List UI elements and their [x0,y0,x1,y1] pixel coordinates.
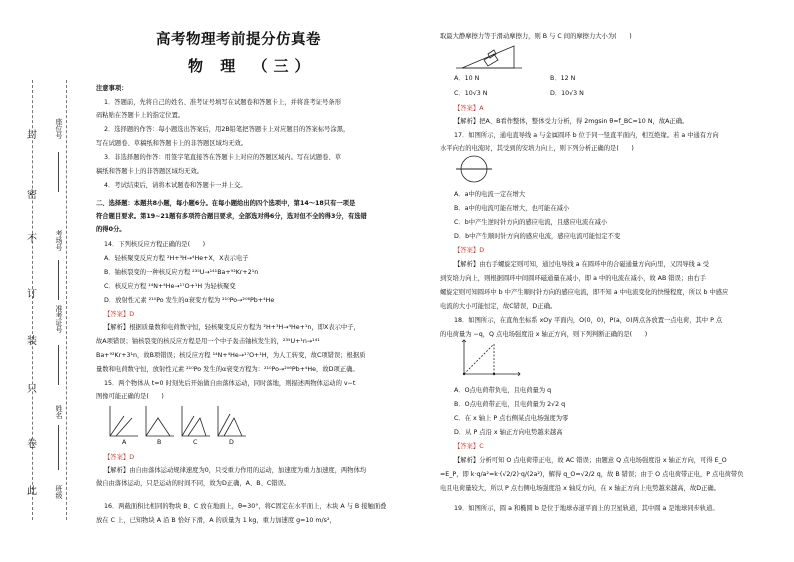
q18-explanation: 电且电荷量较大，所以 P 点右侧电场强度沿 x 轴反方向，在 x 轴正方向上电势越来越高，故D正确。 [440,485,720,492]
point-o [463,373,465,375]
question-19: 19．如图所示，圆 a 和椭圆 b 是位于地球赤道平面上的卫星轨道，其中圆 a 是地球同步轨道。 [454,505,719,512]
section-header: 二、选择题：本题共8小题，每小题6分。在每小题给出的四个选项中，第14～18只有一项是 [96,200,356,207]
class-field: 班级 [55,485,63,499]
question-17: 17．如图所示，通电直导线 a 与金属圆环 b 位于同一竖直平面内，相互绝缘。若 a 中通有方向 [454,132,719,139]
binding-char: 卷 [27,439,37,450]
q17-option-b: B．a中的电流可能在增大，也可能在减小 [454,205,570,212]
q15-explanation: 【解析】由自由落体运动规律速度为0，只受重力作用的运动，加速度为重力加速度，两物体均 [104,467,367,474]
q17-option-c: C．b中产生逆时针方向的感应电流，且感应电流在减小 [454,219,608,226]
q16-option-b: B．12 N [550,75,576,82]
binding-char: 只 [27,384,37,395]
q17-answer: 【答案】D [454,247,485,254]
q14-option-b: B．铀核裂变的一种核反应方程 ²³⁵U→¹⁴¹Ba+⁹²Kr+2¹n [104,269,259,276]
q14-option-a: A．轻核聚变反应方程 ²H+³H→⁴He+X，X表示电子 [104,255,249,262]
seat-number-field: 座位号 [55,118,63,139]
note-line: 1．答题前，先将自己的姓名、准考证号填写在试题卷和答题卡上，并将准考证号条形 [104,99,341,106]
q14-option-d: D．放射性元素 ²¹⁰Po 发生的α衰变方程为 ²¹⁰Po→²⁰⁶Pb+⁴He [104,297,275,304]
note-line: 写在试题卷、草稿纸和答题卡上的非答题区域均无效。 [96,140,248,147]
q14-explanation: 【解析】根据质量数和电荷数守恒，轻核聚变反应方程为 ²H+³H→⁴He+¹n，即X表示中子， [104,324,360,331]
q18-option-d: D．从 P 点沿 x 轴正方向电势越来越高 [454,429,563,436]
q17-explanation: 电流的大小可能恒定，故C错误，D正确。 [440,303,557,310]
note-line: 码粘贴在答题卡上的指定位置。 [96,112,185,119]
q17-explanation: 到安培力向上，则根据圆环中间圆环磁通量在减小，即 a 中的电流在减小，故 AB 错误；由右手 [440,275,707,282]
q16-answer: 【答案】A [454,105,484,112]
q15-answer: 【答案】D [104,454,135,461]
wedge-c [462,46,514,68]
guide-lines [464,344,494,374]
block-b [484,54,498,66]
note-line: 3．非选择题的作答：用签字笔直接答在答题卡上对应的答题区域内。写在试题卷、草 [104,154,341,161]
q18-explanation: 【解析】分析可知 O 点电荷带正电，故 AC 错误；由题意 Q 点电场强度沿 x 轴正方向，可得 E_O [454,457,727,464]
q18-explanation: =E_P，即 k·q/a²=k·(√2/2)·q/(2a²)，解得 q_O=√2/2 q，故 B 错误；由于 O 点电荷带正电，P 点电荷带负 [440,471,744,478]
note-line: 2．选择题的作答：每小题选出答案后，用2B铅笔把答题卡上对应题目的答案标号涂黑， [104,126,350,133]
binding-strip [18,80,88,520]
note-line: 4．考试结束后，请将本试题卷和答题卡一并上交。 [104,182,247,189]
q18-option-b: B．O点电荷带正电，且电荷量为 2√2 q [454,401,566,408]
q16-option-d: D．10√3 N [550,90,584,97]
field-underline [58,425,59,470]
question-16: 放在 C 上，已知物块 A 沿 B 恰好下滑，A 的质量为 1 kg，重力加速度 g=10 m/s²， [96,517,336,524]
q15-explanation: 做自由落体运动，只是运动的时间不同，故为D正确，A、B、C错误。 [96,480,291,487]
q16-continued: 取最大静摩擦力等于滑动摩擦力，则 B 与 C 间的摩擦力大小为( ) [440,33,632,40]
q17-explanation: 【解析】由右手螺旋定则可知，通过电导线 a 在圆环中的合磁通量方向向里，又因导线 a 受 [454,261,710,268]
q16-explanation: 【解析】把A、B看作整体，整体受力分析，得 2mgsin θ=f_BC=10 N，故A正确。 [454,118,689,125]
q16-incline-figure [454,42,524,70]
section-header: 的得0分。 [96,226,126,233]
page-subtitle: 物 理 （三） [188,57,316,75]
graph-c-axes [182,406,210,436]
graph-c-lines [182,416,206,436]
q16-option-c: C．10√3 N [454,90,488,97]
graph-b-lines [146,418,170,436]
note-line: 稿纸和答题卡上的非答题区域均无效。 [96,168,204,175]
q17-ring-wire-figure [454,153,494,185]
q14-explanation: Ba+⁹²Kr+3¹n，故B项错误；核反应方程 ¹⁴N+⁴He→¹⁷O+¹H，为人工转变，故C项错误；根据质 [96,352,366,359]
point-p [493,373,495,375]
q17-option-a: A．a中的电流一定在增大 [454,191,526,198]
graph-d-lines [218,414,242,436]
binding-char: 不 [27,234,37,245]
graph-label: B [157,439,162,446]
graph-a-lines [110,416,132,436]
page-title: 高考物理考前提分仿真卷 [156,32,321,48]
q14-option-c: C．核反应方程 ¹⁴N+⁴He→¹⁷O+¹H 为轻核聚变 [104,283,236,290]
binding-dashed-line-outer [32,80,33,520]
axes [464,340,520,374]
question-15: 图像可能正确的是( ) [96,393,164,400]
q17-explanation: 螺旋定则可知圆环中 b 中产生顺时针方向的感应电流，即不知 a 中电流变化的快慢程度，所以 b 中感应 [440,289,729,296]
q15-vt-graphs [106,404,246,446]
question-17: 水平向右的电流时，其受到的安培力向上，则下列分析正确的是( ) [440,145,634,152]
name-field: 姓名 [55,405,63,419]
graph-label: D [229,439,234,446]
field-underline [58,260,59,300]
graph-a-axes [110,406,138,436]
q14-explanation: 量数和电荷数守恒，放射性元素 ²¹⁰Po 发生的α衰变方程为：²¹⁰Po→²⁰⁶Pb+⁴He，故D项正确。 [96,366,359,373]
binding-char: 订 [27,289,37,300]
binding-char: 封 [27,130,37,141]
field-underline [58,152,59,192]
question-15: 15．两个物体从 t=0 时刻先后开始做自由落体运动，同时落地，则描述两物体运动的 v−t [104,380,356,387]
binding-char: 此 [27,486,37,497]
notes-title: 注意事项： [96,85,128,92]
question-18: 18．如图所示，在直角坐标系 xOy 平面内，O(0，0)，P(a，0)两点各放置一点电荷，其中 P 点 [454,317,723,324]
q18-coordinate-figure [454,338,524,378]
question-18: 的电荷量为 −q，Q 点电场强度沿 x 轴正方向，则下列判断正确的是( ) [440,331,648,338]
graph-label: C [193,439,198,446]
binding-char: 密 [27,190,37,201]
q17-option-d: D．b中产生顺时针方向的感应电流，感应电流可能恒定不变 [454,233,621,240]
field-underline [58,345,59,385]
binding-dashed-line-inner [66,80,67,520]
q18-answer: 【答案】C [454,443,484,450]
section-header: 符合题目要求。第19~21题有多项符合题目要求，全部选对得6分，选对但不全的得3分，有选错 [96,213,367,220]
graph-label: A [122,439,127,446]
question-14: 14．下列核反应方程正确的是( ) [104,241,206,248]
binding-char: 装 [27,336,37,347]
q14-answer: 【答案】D [104,311,135,318]
axis-arrows [462,340,520,376]
admission-number-field: 准考证号 [55,305,63,333]
q14-explanation: 故A项错误；铀核裂变的核反应方程是用一个中子轰击铀核发生的，²³⁵U+¹n→¹⁴¹ [96,338,320,345]
q18-option-a: A．O点电荷带负电，且电荷量为 q [454,387,552,394]
q16-option-a: A．10 N [454,75,480,82]
exam-room-field: 考场号 [55,230,63,251]
question-16: 16．两截面积比相同的物块 B、C 放在地面上，θ=30°，将C固定在水平面上，木块 A 与 B 接触面叠 [104,503,387,510]
q18-option-c: C．在 x 轴上 P 点右侧某点电场强度为零 [454,415,569,422]
